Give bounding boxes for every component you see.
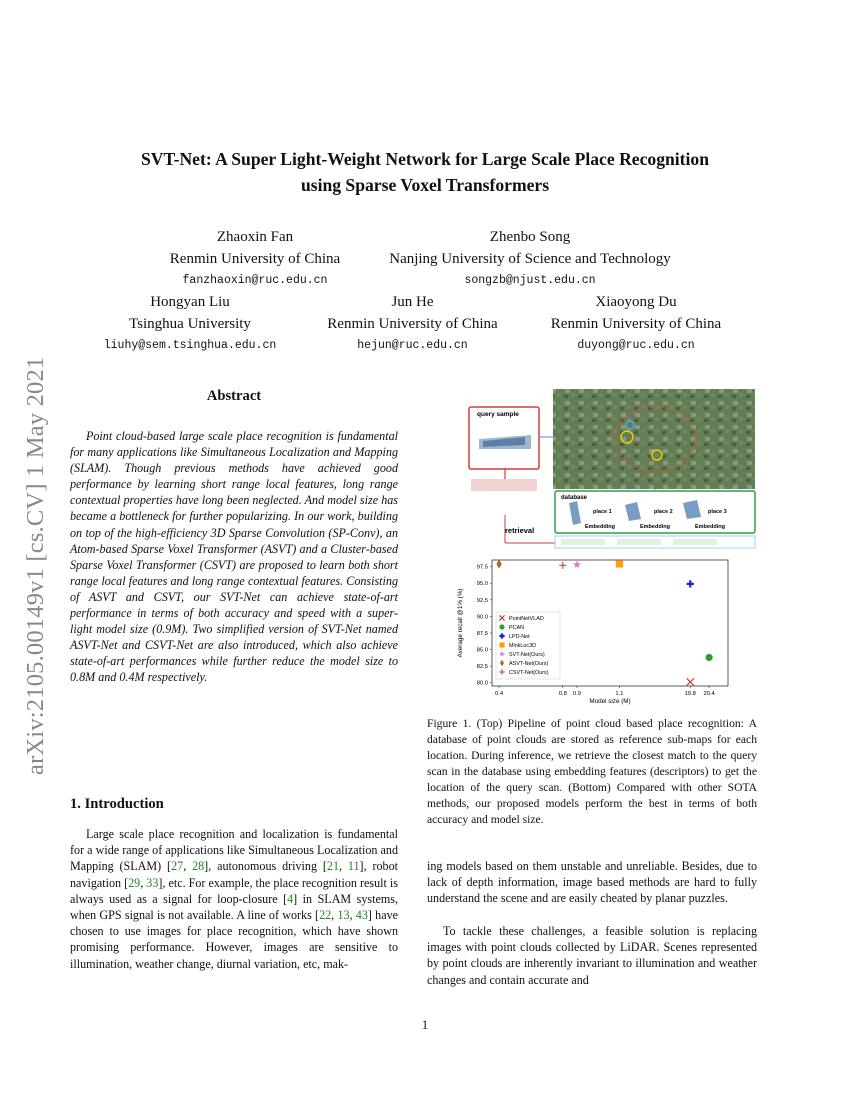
citation-link[interactable]: 21 [326, 859, 339, 874]
author-email: liuhy@sem.tsinghua.edu.cn [103, 339, 277, 352]
y-tick-label: 82.5 [476, 664, 488, 671]
query-label: query sample [477, 411, 519, 418]
legend-marker [499, 624, 504, 629]
citation-link[interactable]: 29 [128, 875, 141, 890]
arxiv-id: arXiv:2105.00149v1 [cs.CV] 1 May 2021 [22, 356, 49, 775]
abstract-heading: Abstract [206, 388, 262, 404]
intro-text-segment: , [331, 908, 338, 923]
citation-link[interactable]: 43 [355, 908, 368, 923]
intro-text-segment: ] in SLAM systems, when GPS signal is not available. A line of works [ [70, 891, 398, 923]
y-tick-label: 95.0 [476, 581, 488, 588]
arxiv-stamp [14, 295, 58, 775]
intro-text-segment: ] have chosen to use images for place recognition, which have shown promising performance. However, images are sensitive to illumination, weather change, diurnal variation, etc, mak- [70, 908, 398, 971]
embedding-label-1: Embedding [585, 524, 615, 530]
page-number: 1 [421, 1017, 429, 1032]
data-point-minkloc3d [616, 560, 623, 567]
legend-label: PointNetVLAD [509, 616, 544, 622]
legend-label: ASVT-Net(Ours) [509, 661, 549, 667]
author-affiliation: Tsinghua University [129, 316, 251, 332]
author-block-4 [300, 291, 525, 357]
author-name: Zhenbo Song [489, 229, 571, 245]
author-email: duyong@ruc.edu.cn [577, 339, 695, 352]
x-tick-label: 19.8 [684, 691, 696, 697]
legend-marker [499, 642, 504, 647]
pipeline-figure [465, 387, 757, 550]
query-embedding [471, 479, 537, 491]
retrieval-label: retrieval [505, 526, 535, 535]
x-tick-label: 20.4 [703, 691, 715, 697]
abstract-text: Point cloud-based large scale place recognition is fundamental for many applications like Simultaneous Localization and Mapping (SLAM). Though previous methods have achieved good performance by learning short range local features, long range contextual properties have long been neglected. And model size has became a bottleneck for further popularizing. In our work, building on top of the high-efficiency 3D Sparse Convolution (SP-Conv), an Atom-based Sparse Voxel Transformer (ASVT) and a Cluster-based Sparse Voxel Transformer (CSVT) are proposed to learn both short range local features and long range contextual features. Consisting of ASVT and CSVT, our SVT-Net can achieve state-of-art performance in terms of both accuracy and speed with a super-light model size (0.9M). Two simplified version of SVT-Net named ASVT-Net and CSVT-Net are also introduced, which also achieve state-of-art performances while further reduce the model size to 0.8M and 0.4M respectively. [70, 429, 398, 685]
intro-paragraph-1 [70, 826, 398, 972]
x-tick-label: 0.9 [572, 691, 581, 697]
embedding-label-3: Embedding [695, 524, 725, 530]
author-name: Hongyan Liu [150, 294, 230, 310]
y-tick-label: 80.0 [476, 680, 488, 687]
legend-label: PCAN [509, 625, 524, 631]
legend-label: MinkLoc3D [509, 643, 536, 649]
author-email: songzb@njust.edu.cn [464, 274, 596, 287]
citation-link[interactable]: 11 [347, 859, 360, 874]
intro-text-segment: , [349, 908, 356, 923]
intro-text-segment: Large scale place recognition and localization is fundamental for a wide range of applications like Simultaneous Localization and Mapping (SLAM) [ [70, 827, 398, 874]
y-tick-label: 90.0 [476, 614, 488, 621]
citation-link[interactable]: 27 [171, 859, 184, 874]
legend-label: LPD-Net [509, 634, 530, 640]
citation-link[interactable]: 28 [192, 859, 205, 874]
citation-link[interactable]: 33 [146, 875, 159, 890]
author-email: hejun@ruc.edu.cn [357, 339, 468, 352]
title-line-2: using Sparse Voxel Transformers [300, 175, 550, 195]
y-axis-label: Average recall @1% (%) [457, 588, 464, 658]
y-tick-label: 92.5 [476, 597, 488, 604]
author-name: Zhaoxin Fan [216, 229, 294, 245]
place-1-label: place 1 [593, 509, 612, 515]
author-name: Jun He [391, 294, 434, 310]
place-2-label: place 2 [654, 509, 673, 515]
intro-text-segment: , [339, 859, 348, 874]
author-affiliation: Nanjing University of Science and Technology [389, 251, 671, 267]
scatter-chart [450, 556, 735, 706]
place-3-label: place 3 [708, 509, 727, 515]
database-label: database [561, 495, 588, 501]
citation-link[interactable]: 13 [337, 908, 350, 923]
right-paragraph-1: ing models based on them unstable and unreliable. Besides, due to lack of depth information, image based methods are hard to fully understand the scene and are easily cheated by planar puzzles. [427, 859, 757, 906]
intro-text-segment: ], autonomous driving [ [204, 859, 327, 874]
y-tick-label: 97.5 [476, 564, 488, 571]
author-block-3 [70, 291, 310, 357]
legend-label: CSVT-Net(Ours) [509, 670, 549, 676]
author-affiliation: Renmin University of China [169, 251, 341, 267]
intro-text-segment: ], etc. For example, the place recognition result is always used as a signal for loop-closure [ [70, 875, 398, 906]
citation-link[interactable]: 22 [319, 908, 332, 923]
data-point-pcan [706, 654, 713, 661]
intro-text-segment: , [140, 875, 147, 890]
citation-link[interactable]: 4 [287, 891, 294, 906]
y-tick-label: 85.0 [476, 647, 488, 654]
author-affiliation: Renmin University of China [550, 316, 722, 332]
author-email: fanzhaoxin@ruc.edu.cn [182, 274, 328, 287]
title-line-1: SVT-Net: A Super Light-Weight Network for Large Scale Place Recognition [140, 149, 709, 169]
author-block-2 [360, 226, 700, 292]
x-tick-label: 0.8 [558, 691, 567, 697]
right-paragraph-2: To tackle these challenges, a feasible solution is replacing images with point clouds collected by LiDAR. Scenes represented by point clouds are inherently invariant to illumination and weather changes and contain accurate and [427, 924, 757, 987]
y-tick-label: 87.5 [476, 630, 488, 637]
x-axis-label: Model size (M) [589, 698, 631, 705]
author-affiliation: Renmin University of China [327, 316, 498, 332]
legend-label: SVT-Net(Ours) [509, 652, 545, 658]
author-name: Xiaoyong Du [595, 294, 677, 310]
intro-text-segment: , [183, 859, 193, 874]
embedding-label-2: Embedding [640, 524, 670, 530]
x-tick-label: 0.4 [495, 691, 504, 697]
author-block-5 [526, 291, 746, 357]
paper-title [60, 146, 790, 198]
intro-text-segment: ], robot navigation [ [70, 859, 398, 890]
x-tick-label: 1.1 [615, 691, 624, 697]
figure-caption: Figure 1. (Top) Pipeline of point cloud based place recognition: A database of point clouds are stored as reference sub-maps for each location. During inference, we retrieve the closest match to the query scan in the database using embedding features (descriptors) to get the location of the query scan. (Bottom) Compared with other SOTA methods, our proposed models perform the best in terms of both accuracy and model size. [427, 717, 757, 826]
intro-heading: 1. Introduction [70, 796, 164, 812]
